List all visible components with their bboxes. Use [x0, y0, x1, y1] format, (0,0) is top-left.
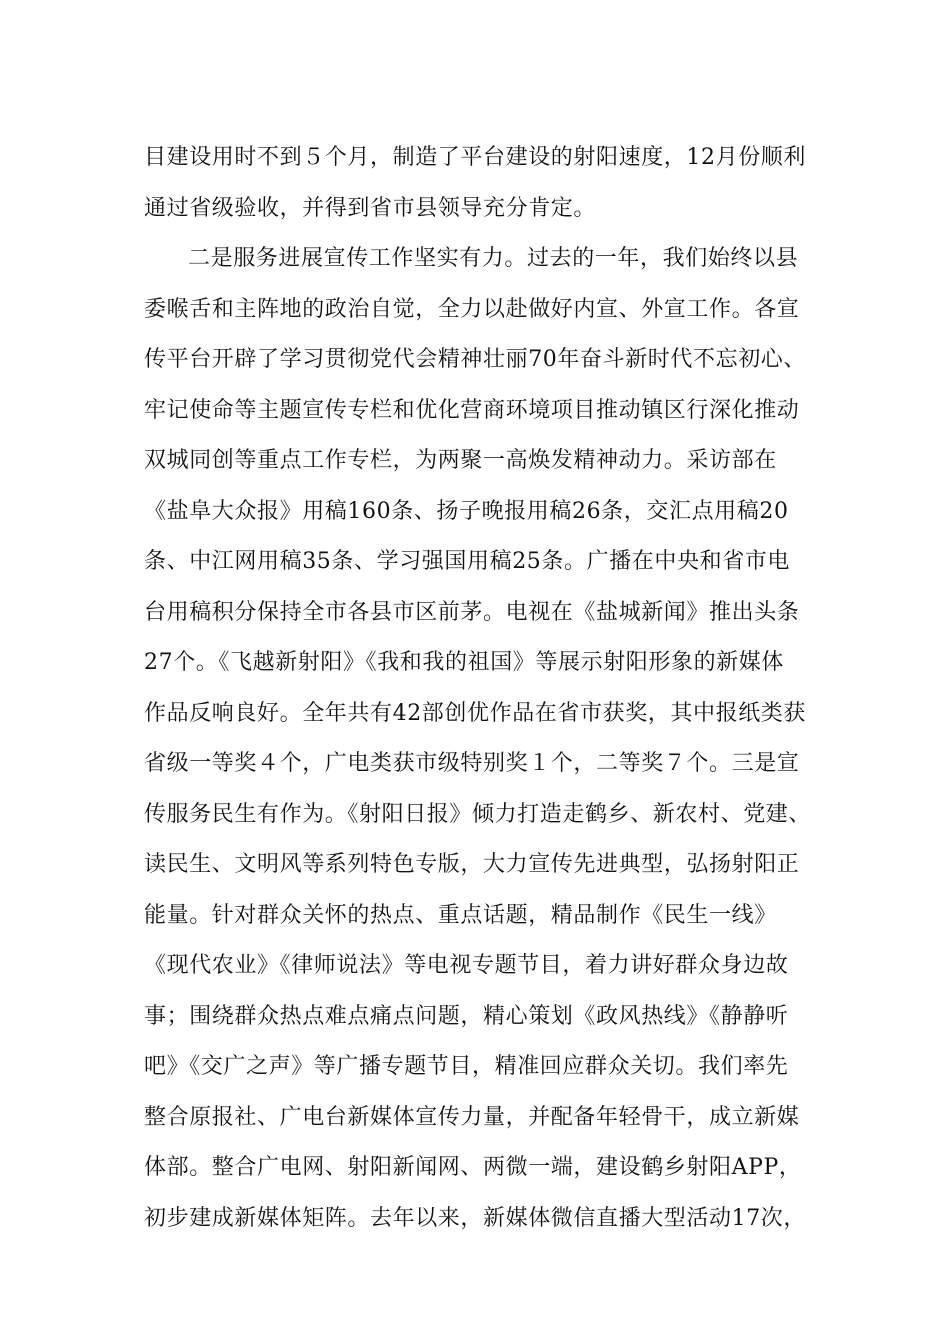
text-line: 《现代农业》《律师说法》等电视专题节目，着力讲好群众身边故 — [144, 953, 789, 978]
text-line: 27个。《飞越新射阳》《我和我的祖国》等展示射阳形象的新媒体 — [144, 650, 784, 675]
text-line: 体部。整合广电网、射阳新闻网、两微一端，建设鹤乡射阳APP， — [144, 1155, 802, 1180]
text-line: 吧》《交广之声》等广播专题节目，精准回应群众关切。我们率先 — [144, 1054, 789, 1079]
text-line: 牢记使命等主题宣传专栏和优化营商环境项目推动镇区行深化推动 — [144, 397, 800, 423]
text-line: 台用稿积分保持全市各县市区前茅。电视在《盐城新闻》推出头条 — [144, 599, 800, 625]
text-line: 初步建成新媒体矩阵。去年以来，新媒体微信直播大型活动17次， — [144, 1205, 806, 1231]
text-line: 通过省级验收，并得到省市县领导充分肯定。 — [144, 195, 597, 221]
text-line: 条、中江网用稿35条、学习强国用稿25条。广播在中央和省市电 — [144, 549, 790, 574]
text-line: 读民生、文明风等系列特色专版，大力宣传先进典型，弘扬射阳正 — [144, 852, 800, 877]
text-line: 事；围绕群众热点难点痛点问题，精心策划《政风热线》《静静听 — [144, 1003, 789, 1029]
text-line: 传服务民生有作为。《射阳日报》倾力打造走鹤乡、新农村、党建、 — [144, 801, 812, 827]
text-line: 《盐阜大众报》用稿160条、扬子晚报用稿26条，交汇点用稿20 — [144, 498, 789, 524]
text-line: 传平台开辟了学习贯彻党代会精神壮丽70年奋斗新时代不忘初心、 — [144, 347, 806, 372]
text-line: 委喉舌和主阵地的政治自觉，全力以赴做好内宣、外宣工作。各宣 — [144, 296, 800, 322]
text-line: 双城同创等重点工作专栏，为两聚一高焕发精神动力。采访部在 — [144, 448, 777, 473]
body-text — [144, 133, 834, 1244]
text-line: 作品反响良好。全年共有42部创优作品在省市获奖，其中报纸类获 — [144, 700, 806, 726]
text-line: 能量。针对群众关怀的热点、重点话题，精品制作《民生一线》 — [144, 902, 777, 928]
text-line: 省级一等奖４个，广电类获市级特别奖１个，二等奖７个。三是宣 — [144, 751, 800, 776]
text-line: 二是服务进展宣传工作坚实有力。过去的一年，我们始终以县 — [188, 246, 799, 271]
text-line: 目建设用时不到５个月，制造了平台建设的射阳速度，12月份顺利 — [144, 145, 806, 170]
text-line: 整合原报社、广电台新媒体宣传力量，并配备年轻骨干，成立新媒 — [144, 1104, 800, 1130]
